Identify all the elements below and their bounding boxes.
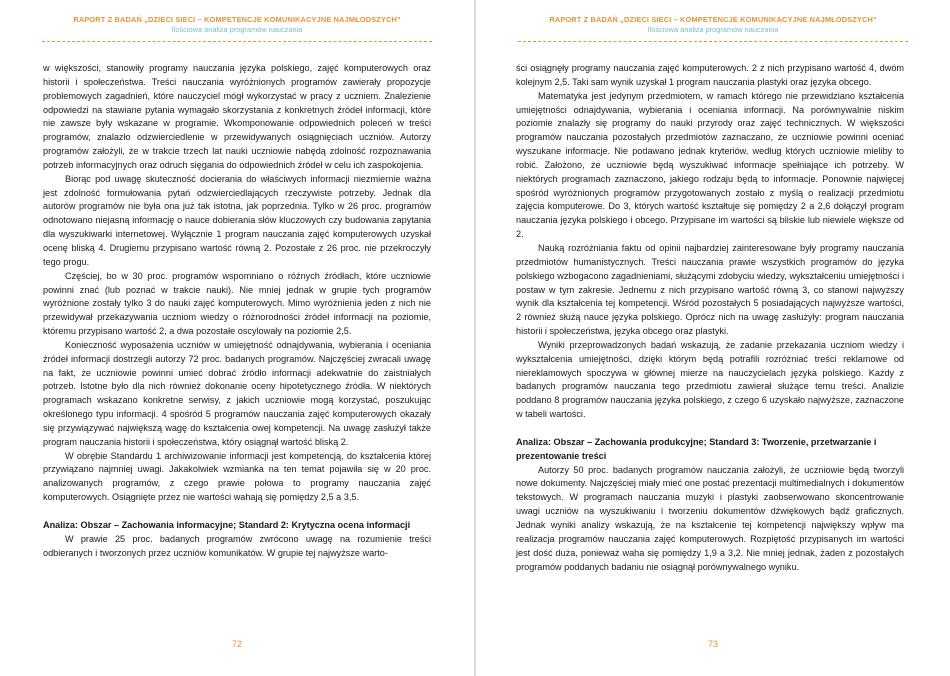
section-heading: Analiza: Obszar – Zachowania produkcyjne; Standard 3: Tworzenie, przetwarzanie i prezentowanie treści [516, 436, 877, 461]
paragraph: Biorąc pod uwagę skuteczność docierania do właściwych informacji niezmiernie ważna jest zdolność formułowania pytań odzwierciedlających rzeczywiste potrzeby. Jednak dla autorów programów nie była ona już tak istotna, jak poprzednia. Tylko w 26 proc. programów odnotowano niejasną informację o nauce dobierania słów kluczowych czy budowania zapytania dla wyszukiwarki internetowej. Wyłącznie 1 program nauczania zajęć komputerowych uzyskał ocenę bliską 4. Drugiemu przypisano wartość równą 2. Pozostałe z 26 proc. nie przekroczyły tego progu. [43, 173, 431, 267]
paragraph: Konieczność wyposażenia uczniów w umiejętność odnajdywania, wybierania i oceniania źródeł informacji dostrzegli autorzy 72 proc. badanych programów. Najczęściej zwracali uwagę na fakt, że uczniowie powinni umieć dobrać źródło informacji adekwatnie do zaistniałych potrzeb. Istotne było dla nich również dokonanie oceny hipotetycznego źródła. W niektórych programach wskazano konkretne serwisy, z jakich uczniowie mogą korzystać, poszukując określonego typu informacji. 4 spośród 5 programów nauczania zajęć komputerowych okazały się przywiązywać największą wagę do kształcenia owej kompetencji. Na uwagę zasłużył także program nauczania historii i społeczeństwa, który osiągnął wartość bliską 2. [43, 339, 431, 447]
paragraph: Nauką rozróżniania faktu od opinii najbardziej zainteresowane były programy nauczania przedmiotów humanistycznych. Treści nauczania prawie wszystkich programów do języka polskiego wzbogacono zagadnieniami, służącymi zdobyciu wiedzy, wykształceniu umiejętności i postaw w tym zakresie. Jednemu z nich przypisano wartość równą 3, co stanowi najwyższy wynik dla kształcenia tej kompetencji. Wśród pozostałych 5 posiadających najwyższe wartości, 2 również służą nauce języka polskiego. Oprócz nich na uwagę zasłużyły: program nauczania historii i społeczeństwa, języka obcego oraz plastyki. [516, 242, 904, 337]
header-subtitle: Ilościowa analiza programów nauczania [171, 25, 303, 34]
header-title: RAPORT Z BADAŃ „DZIECI SIECI – KOMPETENCJE KOMUNIKACYJNE NAJMŁODSZYCH" [73, 15, 401, 24]
paragraph: Wyniki przeprowadzonych badań wskazują, że zadanie przekazania uczniom wiedzy i wykształcenia umiejętności, dzięki którym będą potrafili rozróżniać treści reklamowe od niereklamowych spoczywa w głównej mierze na nauczycielach języka polskiego. Każdy z badanych programów nauczania tego przedmiotu zawierał służące temu treści. Analizie poddano 8 programów nauczania języka polskiego, z czego 6 uzyskało najwyższe, zaznaczone w tabeli wartości. [516, 339, 904, 420]
paragraph: w większości, stanowiły programy nauczania języka polskiego, zajęć komputerowych oraz historii i społeczeństwa. Treści nauczania wyróżnionych programów zawierały propozycje problemowych zagadnień, które nauczyciel mógł wykorzystać w pracy z uczniem. Znalezienie odpowiedzi na stawiane pytania wymagało skorzystania z konkretnych źródeł informacji, które nie zawsze były wskazane w programie. Wkomponowanie odpowiednich poleceń w treści programów, znalazło odzwierciedlenie w przewidywanych osiągnięciach uczniów. Autorzy programów założyli, że w trakcie trzech lat nauki uczniowie nabędą zdolność rozpoznawania potrzeb informacyjnych oraz odruch sięgania do odpowiednich źródeł w celu ich zaspokojenia. [43, 63, 431, 170]
body-text [43, 62, 431, 561]
running-header [0, 15, 474, 35]
section-heading: Analiza: Obszar – Zachowania informacyjne; Standard 2: Krytyczna ocena informacji [43, 520, 411, 530]
page-number: 72 [231, 639, 242, 649]
header-subtitle: Ilościowa analiza programów nauczania [647, 25, 779, 34]
header-divider [518, 41, 908, 42]
left-page [0, 0, 474, 676]
right-page [476, 0, 950, 676]
running-header [476, 15, 950, 35]
header-title: RAPORT Z BADAŃ „DZIECI SIECI – KOMPETENCJE KOMUNIKACYJNE NAJMŁODSZYCH" [549, 15, 877, 24]
paragraph: Częściej, bo w 30 proc. programów wspomniano o różnych źródłach, które uczniowie powinni znać (lub poznać w trakcie nauki). Nie mniej jednak w grupie tych programów wyróżnione zostały tylko 3 do nauki zajęć komputerowych. Mimo wyróżnienia jeden z nich nie przewidywał przekazywania uczniom wiedzy o różnorodności źródeł informacji na poziomie, któremu przypisano wartość 2, a dwa pozostałe oscylowały na poziomie 2,5. [43, 270, 431, 337]
header-divider [42, 41, 432, 42]
body-text [516, 62, 904, 574]
paragraph: ści osiągnęły programy nauczania zajęć komputerowych. 2 z nich przypisano wartość 4, dwóm kolejnym 2,5. Taki sam wynik uzyskał 1 program nauczania plastyki oraz języka obcego. [516, 63, 904, 87]
paragraph: W prawie 25 proc. badanych programów zwrócono uwagę na rozumienie treści odbieranych i tworzonych przez uczniów komunikatów. W grupie tej najwyższe warto- [43, 533, 431, 558]
paragraph: Matematyka jest jedynym przedmiotem, w ramach którego nie przewidziano kształcenia umiejętności odnajdywania, wybierania i oceniania informacji. Na porównywalnie niskim poziomie znalazły się programy do nauki przyrody oraz zajęć technicznych. W większości programów nauczania pozostałych przedmiotów zaznaczano, że uczniowie powinni oceniać wyszukane informacje. Nie podawano jednak kryteriów, według których uczniowie mieliby to robić. Założono, że uczniowie będą wyszukiwać informacje spełniające ich potrzeby. W niektórych programach zaznaczono, jakiego rodzaju będą to informacje. Ponownie najwięcej spośród wyróżnionych programów przygotowanych zostało z myślą o realizacji przedmiotu zajęcia komputerowe. Do 3, których wartość kształtuje się pomiędzy 2 a 2,6 dołączył program nauczania języka polskiego i obcego. Przypisane im wartości są bliskie lub niewiele większe od 2. [516, 90, 904, 240]
paragraph: Autorzy 50 proc. badanych programów nauczania założyli, że uczniowie będą tworzyli nowe dokumenty. Najczęściej miały mieć one postać prezentacji multimedialnych i dokumentów tekstowych. W programach nauczania muzyki i plastyki zaobserwowano skoncentrowanie uwagi uczniów na wyszukiwaniu i tworzeniu dokumentów dźwiękowych bądź graficznych. Jednak wyniki analizy wskazują, że na kształcenie tej kompetencji największy wpływ ma realizacja programów nauczania zajęć komputerowych. Rozpiętość przypisanych im wartości jest dość duża, ponieważ waha się pomiędzy 1,9 a 3,2. Nie mniej jednak, żaden z pozostałych programów poddanych badaniu nie osiągnął porównywalnego wyniku. [516, 464, 904, 572]
page-number: 73 [707, 639, 718, 649]
paragraph: W obrębie Standardu 1 archiwizowanie informacji jest kompetencją, do kształcenia której przywiązano najmniej uwagi. Jakakolwiek wzmianka na ten temat pojawiła się w 20 proc. analizowanych programów, z czego prawie połowa to programy nauczania zajęć komputerowych. Osiągnięte przez nie wartości wahają się pomiędzy 2,5 a 3,5. [43, 450, 431, 503]
